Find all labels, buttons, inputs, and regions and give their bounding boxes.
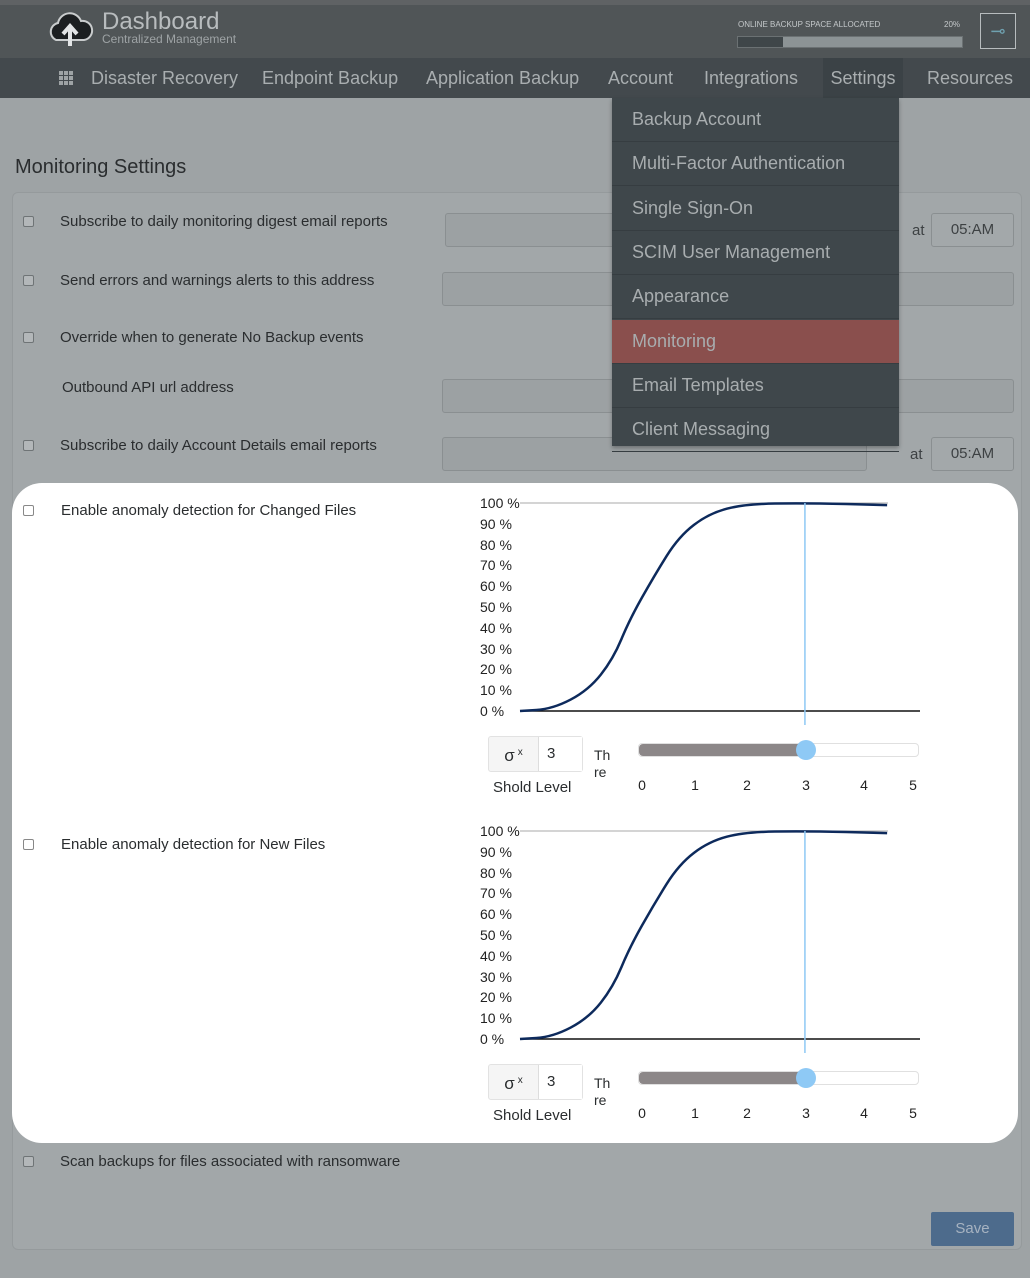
ransomware-checkbox[interactable] xyxy=(23,1156,34,1167)
slider-tick-label: 0 xyxy=(638,1105,646,1121)
menu-item-scim-user-management[interactable]: SCIM User Management xyxy=(612,231,899,275)
y-tick-label: 90 % xyxy=(480,843,512,860)
key-button[interactable] xyxy=(980,13,1016,49)
threshold-slider[interactable] xyxy=(638,1071,919,1085)
y-tick-label: 50 % xyxy=(480,927,512,943)
threshold-slider[interactable] xyxy=(638,743,919,757)
page-title: Monitoring Settings xyxy=(15,156,187,178)
slider-tick-label: 2 xyxy=(743,777,751,793)
sigma-value[interactable]: 3 xyxy=(539,1065,582,1099)
space-percent: 20% xyxy=(944,20,961,29)
account-details-checkbox[interactable] xyxy=(23,440,34,451)
menu-item-client-messaging[interactable]: Client Messaging xyxy=(612,408,899,452)
menu-item-backup-account[interactable]: Backup Account xyxy=(612,98,899,142)
sigma-sub: x xyxy=(517,1075,523,1086)
slider-fill xyxy=(639,1072,806,1084)
y-tick-label: 100 % xyxy=(480,823,520,839)
y-tick-label: 0 % xyxy=(480,703,505,719)
menu-item-appearance[interactable]: Appearance xyxy=(612,275,899,319)
main-nav xyxy=(0,58,1030,98)
slider-tick-label: 5 xyxy=(909,777,917,793)
sigma-symbol: σ xyxy=(504,1074,515,1093)
override-label: Override when to generate No Backup events xyxy=(60,329,364,346)
y-tick-label: 40 % xyxy=(480,619,512,636)
at-label: at xyxy=(910,446,923,463)
y-tick-label: 20 % xyxy=(480,661,512,678)
menu-item-email-templates[interactable]: Email Templates xyxy=(612,364,899,408)
changed-files-chart xyxy=(470,495,930,805)
y-tick-label: 90 % xyxy=(480,515,512,532)
settings-dropdown-menu xyxy=(612,98,899,446)
chart-plot xyxy=(470,823,930,1053)
nav-application-backup[interactable]: Application Backup xyxy=(426,68,580,88)
changed-files-label: Enable anomaly detection for Changed Files xyxy=(61,502,357,519)
sigma-symbol: σ xyxy=(504,746,515,765)
account-details-time-select[interactable]: 05:AM xyxy=(931,437,1014,471)
outbound-label: Outbound API url address xyxy=(62,379,234,396)
menu-item-monitoring[interactable]: Monitoring xyxy=(612,320,899,364)
nav-endpoint-backup[interactable]: Endpoint Backup xyxy=(262,68,399,88)
space-label: ONLINE BACKUP SPACE ALLOCATED xyxy=(738,20,881,29)
threshold-level-label: Shold Level xyxy=(493,1107,572,1124)
slider-fill xyxy=(639,744,806,756)
threshold-label-a: Th xyxy=(594,1075,611,1091)
nav-resources[interactable]: Resources xyxy=(927,68,1014,88)
slider-tick-label: 1 xyxy=(691,777,699,793)
slider-tick-label: 0 xyxy=(638,777,646,793)
slider-tick-label: 4 xyxy=(860,1105,868,1121)
nav-settings[interactable]: Settings xyxy=(823,58,903,98)
key-icon: ⊸ xyxy=(990,20,1006,41)
slider-tick-label: 3 xyxy=(802,1105,810,1121)
cloud-upload-logo-icon xyxy=(46,8,94,55)
menu-item-single-sign-on[interactable]: Single Sign-On xyxy=(612,187,899,231)
y-tick-label: 50 % xyxy=(480,599,512,615)
y-tick-label: 10 % xyxy=(480,1010,512,1027)
apps-grid-icon[interactable] xyxy=(59,71,73,85)
y-tick-label: 20 % xyxy=(480,989,512,1006)
ransomware-label: Scan backups for files associated with ransomware xyxy=(60,1153,401,1170)
y-tick-label: 80 % xyxy=(480,864,512,881)
threshold-label-a: Th xyxy=(594,747,611,763)
new-files-checkbox[interactable] xyxy=(23,839,34,850)
y-tick-label: 70 % xyxy=(480,885,512,902)
nav-integrations[interactable]: Integrations xyxy=(704,68,799,88)
y-tick-label: 30 % xyxy=(480,640,512,657)
new-files-label: Enable anomaly detection for New Files xyxy=(61,836,326,853)
y-tick-label: 10 % xyxy=(480,682,512,699)
threshold-label-b: re xyxy=(594,764,607,780)
sigma-input[interactable] xyxy=(488,736,583,772)
at-label: at xyxy=(912,222,925,239)
y-tick-label: 0 % xyxy=(480,1031,505,1047)
threshold-level-label: Shold Level xyxy=(493,779,572,796)
space-progress-fill xyxy=(738,37,783,47)
threshold-label-b: re xyxy=(594,1092,607,1108)
nav-disaster-recovery[interactable]: Disaster Recovery xyxy=(91,68,239,88)
app-title: Dashboard xyxy=(102,8,220,35)
y-tick-label: 100 % xyxy=(480,495,520,511)
digest-checkbox[interactable] xyxy=(23,216,34,227)
slider-tick-label: 1 xyxy=(691,1105,699,1121)
alerts-checkbox[interactable] xyxy=(23,275,34,286)
y-tick-label: 40 % xyxy=(480,947,512,964)
sigma-value[interactable]: 3 xyxy=(539,737,582,771)
slider-tick-label: 2 xyxy=(743,1105,751,1121)
slider-handle[interactable] xyxy=(796,740,816,760)
distribution-curve xyxy=(520,503,887,711)
threshold-label-part xyxy=(594,1075,614,1109)
distribution-curve xyxy=(520,831,887,1039)
y-tick-label: 60 % xyxy=(480,578,512,595)
save-button[interactable]: Save xyxy=(931,1212,1014,1246)
digest-label: Subscribe to daily monitoring digest email reports xyxy=(60,213,388,230)
slider-handle[interactable] xyxy=(796,1068,816,1088)
menu-item-multi-factor-authentication[interactable]: Multi-Factor Authentication xyxy=(612,142,899,186)
app-subtitle: Centralized Management xyxy=(102,32,237,46)
sigma-icon xyxy=(489,1065,539,1099)
digest-time-select[interactable]: 05:AM xyxy=(931,213,1014,247)
changed-files-checkbox[interactable] xyxy=(23,505,34,516)
slider-tick-label: 4 xyxy=(860,777,868,793)
threshold-label-part xyxy=(594,747,614,781)
y-tick-label: 70 % xyxy=(480,557,512,574)
nav-account[interactable]: Account xyxy=(608,68,674,88)
sigma-input[interactable] xyxy=(488,1064,583,1100)
chart-plot xyxy=(470,495,930,725)
y-tick-label: 60 % xyxy=(480,906,512,923)
override-checkbox[interactable] xyxy=(23,332,34,343)
sigma-icon xyxy=(489,737,539,771)
account-details-label: Subscribe to daily Account Details email reports xyxy=(60,437,377,454)
space-progress-bar xyxy=(737,36,963,48)
y-tick-label: 80 % xyxy=(480,536,512,553)
y-tick-label: 30 % xyxy=(480,968,512,985)
sigma-sub: x xyxy=(517,747,523,758)
alerts-label: Send errors and warnings alerts to this address xyxy=(60,272,375,289)
slider-tick-label: 5 xyxy=(909,1105,917,1121)
slider-tick-label: 3 xyxy=(802,777,810,793)
new-files-chart xyxy=(470,823,930,1133)
